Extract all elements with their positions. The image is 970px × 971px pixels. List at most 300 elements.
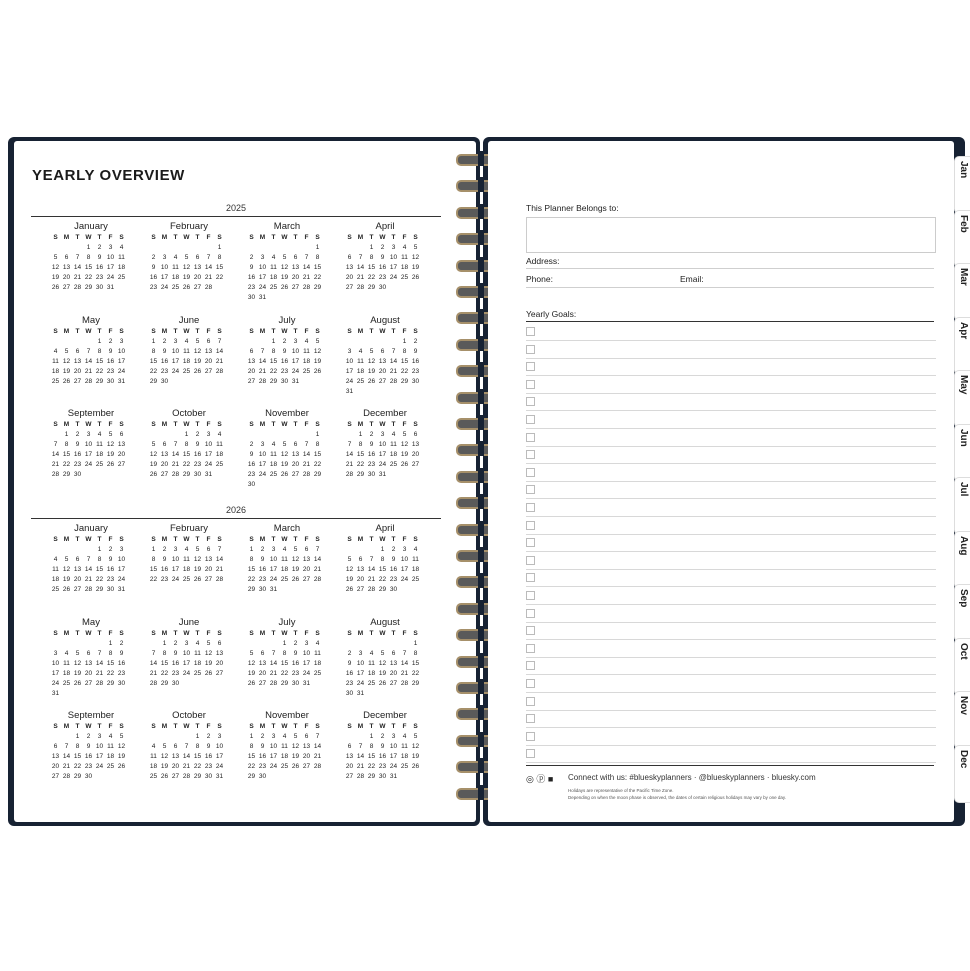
day-cell: 29 [193,773,202,780]
day-cell: 3 [162,254,167,261]
day-cell: 24 [302,670,311,677]
empty-day [83,337,94,347]
day-cell: 26 [149,471,158,478]
day-cell: 22 [247,763,256,770]
day-cell: 20 [345,763,354,770]
day-cell: 13 [171,753,180,760]
month-calendar [148,221,230,293]
day-cell: 7 [184,743,189,750]
goal-checkbox[interactable] [526,644,535,653]
day-cell: 4 [53,556,58,563]
day-cell: 29 [367,284,376,291]
month-name: March [273,523,301,534]
day-cell: 30 [247,294,256,301]
goal-row[interactable] [526,481,936,499]
day-cell: 31 [117,586,126,593]
day-cell: 22 [313,274,322,281]
weekday-header: W [183,421,190,428]
empty-day [290,243,301,253]
goal-checkbox[interactable] [526,450,535,459]
day-cell: 26 [411,274,420,281]
goal-row[interactable] [526,675,936,693]
day-cell: 22 [149,368,158,375]
pinterest-icon[interactable]: ⓟ [536,774,546,784]
day-cell: 9 [108,556,113,563]
goal-row[interactable] [526,376,936,394]
weekday-header: F [402,328,407,335]
weekday-header: W [281,723,288,730]
goal-row[interactable] [526,569,936,587]
name-box[interactable] [526,217,936,253]
day-cell: 14 [313,743,322,750]
goal-checkbox[interactable] [526,573,535,582]
day-cell: 12 [247,660,256,667]
day-cell: 14 [84,566,93,573]
day-cell: 19 [106,451,115,458]
day-cell: 13 [411,441,420,448]
day-cell: 19 [378,670,387,677]
day-cell: 11 [172,264,179,271]
day-cell: 13 [51,753,60,760]
tab-nov[interactable] [954,691,970,749]
day-cell: 23 [204,763,213,770]
weekday-header: T [195,234,200,241]
day-cell: 13 [73,566,82,573]
empty-day [344,243,355,253]
goal-row[interactable] [526,745,936,763]
tab-jun[interactable] [954,424,970,482]
year-rule [31,518,441,519]
day-cell: 3 [119,338,124,345]
month-name: September [67,408,115,419]
day-cell: 10 [51,660,60,667]
goal-checkbox[interactable] [526,591,535,600]
month-calendar [50,710,132,782]
tab-jul[interactable] [954,477,970,535]
day-cell: 25 [95,461,104,468]
month-calendar [246,408,328,490]
empty-day [159,732,170,742]
day-cell: 15 [160,660,169,667]
goal-checkbox[interactable] [526,415,535,424]
tab-may[interactable] [954,370,970,428]
day-cell: 29 [400,378,409,385]
day-cell: 27 [247,378,256,385]
day-cell: 23 [84,763,93,770]
weekday-header: W [85,536,92,543]
day-cell: 5 [282,254,287,261]
goal-checkbox[interactable] [526,679,535,688]
day-cell: 5 [64,556,69,563]
day-cell: 27 [378,378,387,385]
day-cell: 4 [173,254,178,261]
page-title: YEARLY OVERVIEW [32,167,185,184]
day-cell: 28 [258,378,267,385]
day-cell: 3 [293,338,298,345]
goal-checkbox[interactable] [526,327,535,336]
day-cell: 21 [51,461,60,468]
goal-row[interactable] [526,393,936,411]
day-cell: 5 [53,254,58,261]
goal-row[interactable] [526,323,936,341]
day-cell: 2 [260,546,265,553]
day-cell: 5 [380,650,385,657]
weekday-header: S [151,234,156,241]
empty-day [344,732,355,742]
goal-row[interactable] [526,517,936,535]
weekday-header: T [97,630,102,637]
day-cell: 20 [204,358,213,365]
day-cell: 16 [160,566,169,573]
weekday-header: S [217,234,222,241]
day-cell: 30 [291,680,300,687]
day-cell: 22 [411,670,420,677]
weekday-header: S [151,536,156,543]
day-cell: 2 [293,640,298,647]
weekday-header: T [271,723,276,730]
day-cell: 2 [282,338,287,345]
day-cell: 19 [400,451,409,458]
weekday-header: S [53,234,58,241]
day-cell: 24 [117,368,126,375]
goal-checkbox[interactable] [526,485,535,494]
day-cell: 29 [247,586,256,593]
day-cell: 12 [313,348,322,355]
goal-row[interactable] [526,534,936,552]
weekday-header: F [108,328,113,335]
weekday-header: S [413,328,418,335]
day-cell: 1 [184,431,189,438]
weekday-header: T [293,536,298,543]
day-cell: 17 [160,274,169,281]
facebook-icon[interactable]: ■ [547,774,554,784]
day-cell: 3 [173,546,178,553]
day-cell: 12 [280,264,289,271]
day-cell: 22 [160,670,169,677]
day-cell: 19 [193,566,202,573]
weekday-header: W [183,723,190,730]
month-name: May [82,315,100,326]
weekday-header: S [53,536,58,543]
goal-row[interactable] [526,499,936,517]
goal-checkbox[interactable] [526,714,535,723]
day-cell: 28 [84,586,93,593]
day-cell: 3 [108,244,113,251]
social-icons [526,772,553,785]
footer-rule [526,765,934,766]
day-cell: 23 [95,274,104,281]
day-cell: 14 [84,358,93,365]
empty-day [355,243,366,253]
month-name: October [172,710,206,721]
day-cell: 20 [247,368,256,375]
day-cell: 24 [106,274,115,281]
empty-day [279,243,290,253]
tab-feb[interactable] [954,210,970,268]
goal-row[interactable] [526,657,936,675]
day-cell: 30 [345,690,354,697]
day-cell: 24 [160,284,169,291]
day-cell: 2 [108,338,113,345]
goal-checkbox[interactable] [526,538,535,547]
day-cell: 26 [182,284,191,291]
day-cell: 3 [97,733,102,740]
day-cell: 25 [280,763,289,770]
day-cell: 17 [378,451,387,458]
day-cell: 23 [258,576,267,583]
instagram-icon[interactable]: ◎ [526,774,534,784]
month-name: December [363,408,407,419]
day-cell: 9 [413,348,418,355]
day-cell: 30 [193,471,202,478]
day-cell: 9 [347,660,352,667]
day-cell: 16 [280,358,289,365]
goal-row[interactable] [526,622,936,640]
day-cell: 23 [280,368,289,375]
empty-day [170,243,181,253]
day-cell: 8 [315,254,320,261]
day-cell: 15 [400,358,409,365]
day-cell: 3 [271,546,276,553]
empty-day [377,639,388,649]
tab-oct[interactable] [954,638,970,696]
month-calendar [148,710,230,782]
day-cell: 22 [193,763,202,770]
goal-checkbox[interactable] [526,697,535,706]
day-cell: 10 [84,441,93,448]
weekday-header: S [249,630,254,637]
day-cell: 24 [291,368,300,375]
day-cell: 28 [302,284,311,291]
day-cell: 12 [411,743,420,750]
day-cell: 23 [258,763,267,770]
day-cell: 4 [64,650,69,657]
day-cell: 10 [171,348,180,355]
day-cell: 10 [204,441,213,448]
weekday-header: T [195,421,200,428]
day-cell: 12 [193,556,202,563]
day-cell: 19 [160,763,169,770]
day-cell: 26 [291,763,300,770]
day-cell: 12 [411,254,420,261]
weekday-header: T [271,630,276,637]
goal-row[interactable] [526,446,936,464]
tab-apr[interactable] [954,317,970,375]
weekday-header: F [108,421,113,428]
month-name: November [265,408,309,419]
goal-checkbox[interactable] [526,521,535,530]
day-cell: 31 [215,773,224,780]
day-cell: 1 [369,244,374,251]
weekday-header: T [75,234,80,241]
goal-row[interactable] [526,693,936,711]
month-calendar [50,315,132,387]
day-cell: 14 [204,264,213,271]
day-cell: 4 [271,441,276,448]
day-cell: 8 [64,441,69,448]
goal-row[interactable] [526,429,936,447]
day-cell: 15 [247,753,256,760]
goal-row[interactable] [526,728,936,746]
day-cell: 30 [258,773,267,780]
day-cell: 27 [291,471,300,478]
day-cell: 31 [378,471,387,478]
day-cell: 19 [291,566,300,573]
day-cell: 22 [149,576,158,583]
day-cell: 2 [108,546,113,553]
day-cell: 18 [389,451,398,458]
day-cell: 18 [182,566,191,573]
day-cell: 28 [356,773,365,780]
day-cell: 11 [401,254,408,261]
goal-checkbox[interactable] [526,749,535,758]
day-cell: 4 [217,431,222,438]
day-cell: 25 [193,670,202,677]
day-cell: 10 [269,556,278,563]
month-calendar [50,408,132,480]
day-cell: 17 [389,264,398,271]
day-cell: 22 [247,576,256,583]
empty-day [72,337,83,347]
day-cell: 22 [400,368,409,375]
day-cell: 7 [358,743,363,750]
day-cell: 26 [193,368,202,375]
weekday-header: W [379,630,386,637]
day-cell: 13 [160,451,169,458]
day-cell: 23 [149,284,158,291]
day-cell: 26 [247,680,256,687]
day-cell: 9 [162,348,167,355]
goal-row[interactable] [526,358,936,376]
phone-email-line[interactable] [526,287,934,288]
weekday-header: T [75,328,80,335]
month-name: February [169,221,208,232]
goal-row[interactable] [526,464,936,482]
day-cell: 8 [402,348,407,355]
day-cell: 10 [400,556,409,563]
day-cell: 2 [195,431,200,438]
month-name: May [82,617,100,628]
goal-row[interactable] [526,552,936,570]
day-cell: 30 [204,773,213,780]
day-cell: 25 [171,284,180,291]
month-name: June [178,617,200,628]
goal-checkbox[interactable] [526,345,535,354]
goal-checkbox[interactable] [526,556,535,565]
empty-day [159,243,170,253]
weekday-header: S [151,328,156,335]
day-cell: 21 [356,274,365,281]
day-cell: 9 [119,650,124,657]
day-cell: 19 [291,753,300,760]
day-cell: 25 [51,378,60,385]
goal-checkbox[interactable] [526,503,535,512]
day-cell: 25 [149,773,158,780]
goal-checkbox[interactable] [526,661,535,670]
day-cell: 28 [302,471,311,478]
day-cell: 14 [389,358,398,365]
day-cell: 18 [356,368,365,375]
day-cell: 29 [95,586,104,593]
weekday-header: S [249,421,254,428]
day-cell: 20 [215,660,224,667]
goal-row[interactable] [526,605,936,623]
goal-checkbox[interactable] [526,362,535,371]
day-cell: 1 [413,640,418,647]
day-cell: 12 [51,264,60,271]
goal-checkbox[interactable] [526,397,535,406]
goal-row[interactable] [526,640,936,658]
goal-checkbox[interactable] [526,380,535,389]
day-cell: 28 [367,586,376,593]
day-cell: 6 [293,441,298,448]
day-cell: 1 [97,338,102,345]
day-cell: 23 [247,471,256,478]
tab-dec[interactable] [954,745,970,803]
day-cell: 25 [400,763,409,770]
day-cell: 16 [171,660,180,667]
day-cell: 16 [389,566,398,573]
goal-row[interactable] [526,710,936,728]
goal-checkbox[interactable] [526,732,535,741]
tab-jan[interactable] [954,156,970,214]
weekday-header: F [206,234,211,241]
day-cell: 11 [183,556,190,563]
day-cell: 20 [193,274,202,281]
tab-mar[interactable] [954,263,970,321]
goal-checkbox[interactable] [526,433,535,442]
day-cell: 5 [64,348,69,355]
day-cell: 3 [304,640,309,647]
weekday-header: T [293,630,298,637]
goal-checkbox[interactable] [526,609,535,618]
day-cell: 26 [378,680,387,687]
tab-sep[interactable] [954,584,970,642]
day-cell: 17 [171,566,180,573]
goal-checkbox[interactable] [526,468,535,477]
day-cell: 15 [182,451,191,458]
goal-checkbox[interactable] [526,626,535,635]
day-cell: 24 [389,274,398,281]
day-cell: 16 [95,264,104,271]
day-cell: 5 [315,338,320,345]
goal-row[interactable] [526,411,936,429]
goal-row[interactable] [526,587,936,605]
day-cell: 23 [345,680,354,687]
day-cell: 8 [151,556,156,563]
day-cell: 11 [216,441,223,448]
weekday-header: W [379,536,386,543]
address-label: Address: [526,256,560,266]
day-cell: 17 [182,660,191,667]
day-cell: 11 [96,441,103,448]
address-line[interactable] [526,268,934,269]
day-cell: 31 [345,388,354,395]
day-cell: 7 [315,546,320,553]
day-cell: 24 [182,670,191,677]
day-cell: 2 [369,431,374,438]
day-cell: 26 [62,586,71,593]
weekday-header: F [206,328,211,335]
day-cell: 19 [313,358,322,365]
tab-aug[interactable] [954,531,970,589]
day-cell: 25 [280,576,289,583]
day-cell: 17 [269,753,278,760]
empty-day [366,545,377,555]
empty-day [344,545,355,555]
goal-row[interactable] [526,341,936,359]
day-cell: 7 [53,441,58,448]
